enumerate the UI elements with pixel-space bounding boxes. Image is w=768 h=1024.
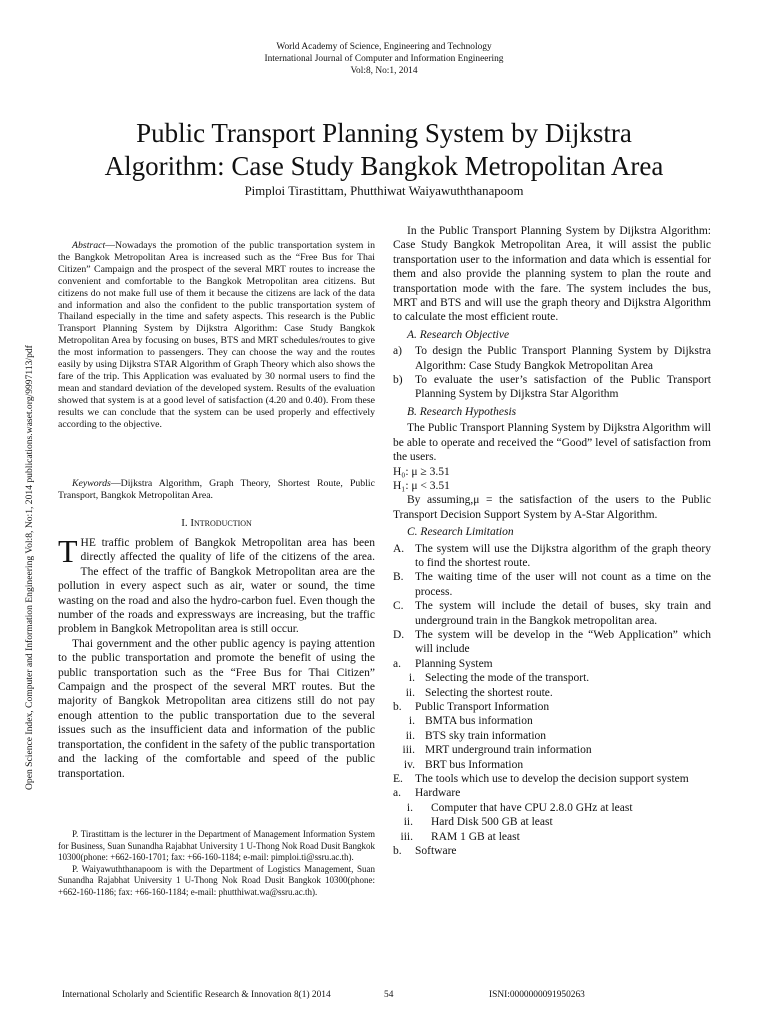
list-item xyxy=(393,628,711,657)
objective-heading: A. Research Objective xyxy=(407,328,510,341)
intro-paragraph-1 xyxy=(58,533,375,637)
list-item xyxy=(393,830,711,844)
list-item-text: The system will use the Dijkstra algorithm of the graph theory to find the shortest route. xyxy=(415,542,711,569)
keywords-label: Keywords xyxy=(72,478,111,489)
list-item-label: B. xyxy=(393,571,404,584)
list-item-text: To design the Public Transport Planning System by Dijkstra Algorithm: Case Study Bangkok Metropolitan Area xyxy=(415,345,711,372)
list-item xyxy=(393,815,711,829)
list-item xyxy=(393,729,711,743)
list-item xyxy=(393,671,711,685)
list-item xyxy=(393,373,711,402)
hypothesis-h1: H₁: μ < 3.51 xyxy=(393,479,450,492)
list-item-text: RAM 1 GB at least xyxy=(431,830,520,843)
list-item xyxy=(393,758,711,772)
section-title: Introduction xyxy=(190,517,252,529)
header-line-1: World Academy of Science, Engineering and Technology xyxy=(276,42,492,52)
objective-list xyxy=(393,344,711,402)
intro-paragraph-2: Thai government and the other public agency is paying attention to the public transportation and promote the benefit of using the public transportation such as the “Free Bus for Thai Citizen” Campaign and the prospect of the several MRT routes. But the majority of Bangkok Metropolitan area citizens still do not pay enough attention to the public transportation due to the several issues such as the insufficient data and information of the public transportation, the confident in the safety of the public transportation and the lacking of the comfortable and speed of the public transportation. xyxy=(58,637,375,780)
footnote-1: P. Tirastittam is the lecturer in the Department of Management Information System for Business, Suan Sunandha Rajabhat University 1 U-Thong Nok Road Dusit Bangkok 10300(phone: +662-160-1701; fax: +66-160-1184; e-mail: pimploi.ti@ssru.ac.th). xyxy=(58,829,375,862)
list-item-label: D. xyxy=(393,628,405,641)
limitation-heading: C. Research Limitation xyxy=(407,526,514,539)
list-item-text: Selecting the shortest route. xyxy=(425,686,553,699)
page-number: 54 xyxy=(384,990,394,1000)
list-item-label: ii. xyxy=(403,816,413,829)
list-item-text: The system will include the detail of buses, sky train and underground train in the Bangkok metropolitan area. xyxy=(415,600,711,627)
authors: Pimploi Tirastittam, Phutthiwat Waiyawuththanapoom xyxy=(244,184,524,198)
title-line-1: Public Transport Planning System by Dijkstra xyxy=(136,118,632,148)
list-item-label: i. xyxy=(408,715,415,728)
list-item-text: Public Transport Information xyxy=(415,701,550,713)
abstract xyxy=(58,240,375,431)
list-item-text: Computer that have CPU 2.8.0 GHz at least xyxy=(431,801,633,814)
hypothesis-text: The Public Transport Planning System by Dijkstra Algorithm will be able to operate and received the “Good” level of satisfaction from the users. xyxy=(393,422,711,464)
list-item-text: BRT bus Information xyxy=(425,758,524,771)
list-item xyxy=(393,570,711,599)
list-item-label: ii. xyxy=(405,686,415,699)
sidebar-citation: Open Science Index, Computer and Information Engineering Vol:8, No:1, 2014 publications.waset.org/9997113/pdf xyxy=(24,345,35,790)
list-item-text: Hard Disk 500 GB at least xyxy=(431,816,553,829)
hypothesis-heading: B. Research Hypothesis xyxy=(407,405,517,418)
list-item-label: b. xyxy=(393,845,402,858)
list-item-text: Software xyxy=(415,845,457,858)
list-item-text: BTS sky train information xyxy=(425,729,547,742)
list-item-label: a. xyxy=(393,657,401,670)
section-heading-introduction xyxy=(58,517,375,529)
list-item-text: BMTA bus information xyxy=(425,715,533,728)
header-line-3: Vol:8, No:1, 2014 xyxy=(350,66,418,76)
limitation-list xyxy=(393,542,711,859)
list-item-label: i. xyxy=(408,672,415,685)
list-item-text: The system will be develop in the “Web Application” which will include xyxy=(415,628,711,656)
introduction-body xyxy=(58,533,375,781)
list-item-label: iv. xyxy=(403,758,415,771)
section-number: I. xyxy=(181,517,188,529)
list-item-label: C. xyxy=(393,600,404,613)
abstract-label: Abstract xyxy=(72,240,106,251)
list-item-label: a. xyxy=(393,787,401,800)
footer-publisher: International Scholarly and Scientific Research & Innovation 8(1) 2014 xyxy=(62,990,331,1000)
list-item-text: Selecting the mode of the transport. xyxy=(425,672,590,685)
list-item xyxy=(393,844,711,858)
intro-p1-text: HE traffic problem of Bangkok Metropolitan area has been directly affected the quality of life of the citizens of the area. The effect of the traffic of Bangkok Metropolitan area are the pollution in every aspect such as air, water or sound, the time wasting on the road and also the hydro-carbon fuel. Even though the number of the roads and expressways are increasing, but the traffic problem in Bangkok Metropolitan area is still occur. xyxy=(58,537,375,636)
list-item xyxy=(393,599,711,628)
list-item xyxy=(393,801,711,815)
list-item-text: MRT underground train information xyxy=(425,744,592,757)
list-item xyxy=(393,743,711,757)
list-item xyxy=(393,686,711,700)
paper-title xyxy=(0,117,768,183)
title-line-2: Algorithm: Case Study Bangkok Metropolitan Area xyxy=(104,151,664,181)
list-item xyxy=(393,714,711,728)
list-item-text: Planning System xyxy=(415,657,493,670)
drop-cap: T xyxy=(58,533,78,569)
list-item xyxy=(393,657,711,671)
list-item-text: The waiting time of the user will not count as a time on the process. xyxy=(415,571,711,598)
list-item-label: E. xyxy=(393,773,403,786)
footnotes xyxy=(58,829,375,898)
right-column xyxy=(393,224,711,858)
list-item-text: The tools which use to develop the decision support system xyxy=(415,773,689,786)
list-item-label: b. xyxy=(393,701,402,713)
list-item-label: iii. xyxy=(400,830,413,843)
keywords xyxy=(58,478,375,502)
list-item xyxy=(393,344,711,373)
list-item xyxy=(393,772,711,786)
footnote-2: P. Waiyawuththanapoom is with the Department of Logistics Management, Suan Sunandha Rajabhat University 1 U-Thong Nok Road Dusit Bangkok 10300(phone: +662-160-1186; fax: +66-160-1184; e-mail: phutthiwat.wa@ssru.ac.th). xyxy=(58,863,375,897)
list-item-label: a) xyxy=(393,345,402,358)
footer-isni: ISNI:0000000091950263 xyxy=(489,990,585,1000)
right-paragraph-1: In the Public Transport Planning System by Dijkstra Algorithm: Case Study Bangkok Metropolitan Area, it will assist the public transportation user to the information and data which is essential for them and also provide the planning system to plan the route and transportation mode with the fare. The system includes the bus, MRT and BTS and will use the graph theory and Dijkstra Algorithm to calculate the most efficient route. xyxy=(393,225,711,324)
abstract-text: —Nowadays the promotion of the public transportation system in the Bangkok Metropolitan Area is increased such as the “Free Bus for Thai Citizen” Campaign and the prospect of the several MRT routes to increase the convenient and comfortable to the Bangkok Metropolitan area citizens. But citizens do not make full use of them it because the citizens are lack of the data and information and also the confident to the public transportation system of Thailand especially in the time and safety aspects. This research is the Public Transport Planning System by Dijkstra Algorithm: Case Study Bangkok Metropolitan Area by focusing on buses, BTS and MRT schedules/routes to give the most information to passengers. They can choose the way and the routes easily by using Dijkstra STAR Algorithm of Graph Theory which also shows the fare of the trip. This Application was evaluated by 30 normal users to find the mean and standard deviation of the developed system. Results of the evaluation showed that system is at a good level of satisfaction (4.20 and 0.40). From these results we can conclude that the system can be used properly and effectively according to the objective. xyxy=(58,240,375,430)
list-item-text: Hardware xyxy=(415,787,461,800)
list-item xyxy=(393,786,711,800)
list-item-label: A. xyxy=(393,542,405,555)
header-line-2: International Journal of Computer and Information Engineering xyxy=(264,54,504,64)
assuming-text: By assuming,μ = the satisfaction of the users to the Public Transport Decision Support System by A-Star Algorithm. xyxy=(393,494,711,521)
list-item-label: i. xyxy=(406,801,413,814)
list-item-text: To evaluate the user’s satisfaction of the Public Transport Planning System by Dijkstra Star Algorithm xyxy=(415,374,711,401)
list-item-label: iii. xyxy=(402,744,415,757)
keywords-text: —Dijkstra Algorithm, Graph Theory, Shortest Route, Public Transport, Bangkok Metropolitan Area. xyxy=(58,478,375,501)
journal-header xyxy=(0,41,768,77)
list-item-label: ii. xyxy=(405,729,415,742)
list-item-label: b) xyxy=(393,374,403,387)
list-item xyxy=(393,542,711,571)
list-item xyxy=(393,700,711,714)
hypothesis-h0: H₀: μ ≥ 3.51 xyxy=(393,465,450,478)
